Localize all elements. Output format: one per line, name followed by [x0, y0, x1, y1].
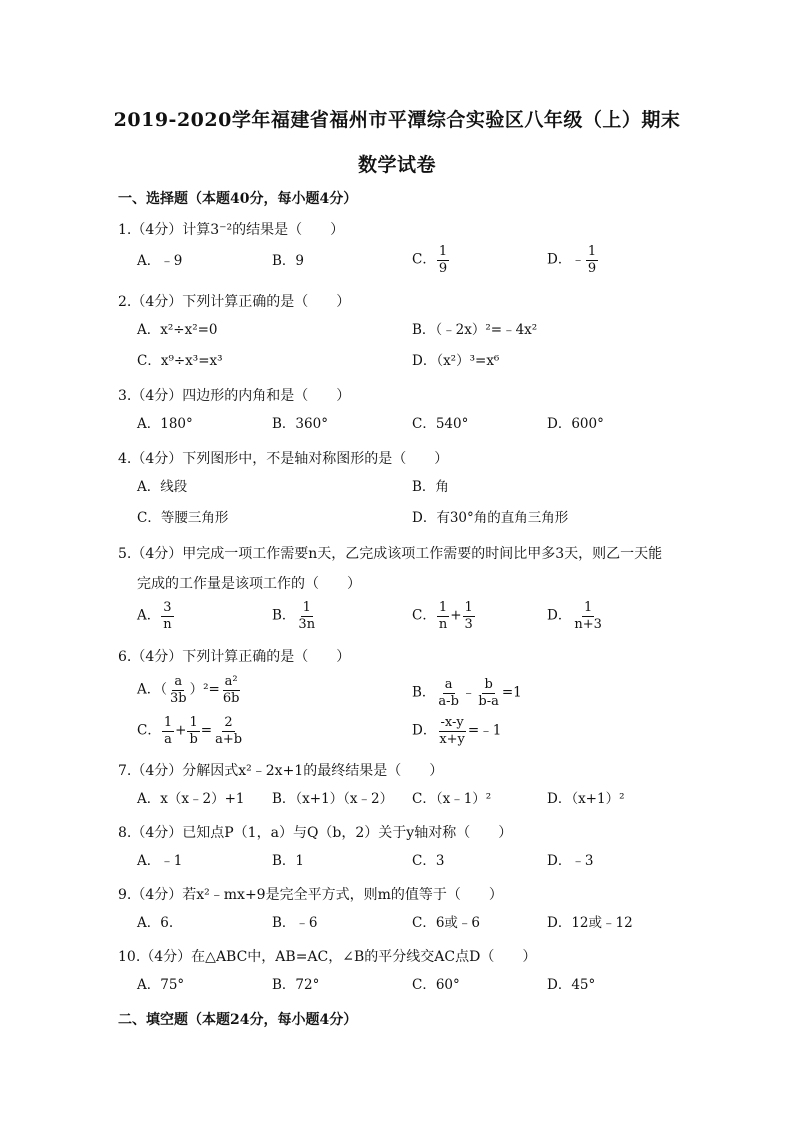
question-8-stem: 8.（4分）已知点P（1，a）与Q（b，2）关于y轴对称（ ）: [118, 825, 513, 841]
question-5-option-d: D． $\frac{1}{n+3}$: [547, 600, 602, 632]
question-7-option-a: A．x（x﹣2）+1: [137, 791, 245, 807]
question-2-option-a: A．x²÷x²=0: [137, 322, 218, 338]
question-5-option-a: A． $\frac{3}{n}$: [137, 600, 172, 632]
question-5-option-c: C． $\frac{1}{n}$ + $\frac{1}{3}$: [412, 600, 473, 632]
question-6-stem: 6.（4分）下列计算正确的是（ ）: [118, 649, 351, 665]
question-7-option-d: D．（x+1）²: [547, 791, 625, 807]
question-7-stem: 7.（4分）分解因式x²﹣2x+1的最终结果是（ ）: [118, 763, 444, 779]
question-8-option-d: D．﹣3: [547, 853, 594, 869]
question-5-option-b: B． $\frac{1}{3n}$: [272, 600, 316, 632]
question-5-stem-line2: 完成的工作量是该项工作的（ ）: [137, 576, 361, 592]
question-6-option-a: A．（ $\frac{a}{3b}$ ）²= $\frac{\text{a²}}{6b}$: [137, 674, 240, 706]
question-2-option-d: D．（x²）³=x⁶: [412, 353, 500, 369]
question-2-option-c: C．x⁹÷x³=x³: [137, 353, 223, 369]
question-10-option-a: A．75°: [137, 977, 185, 993]
question-9-stem: 9.（4分）若x²﹣mx+9是完全平方式，则m的值等于（ ）: [118, 887, 503, 903]
question-1-option-b: B．9: [272, 253, 305, 269]
question-4-option-c: C．等腰三角形: [137, 510, 229, 526]
question-1-stem: 1.（4分）计算3⁻²的结果是（ ）: [118, 222, 345, 238]
question-8-option-b: B．1: [272, 853, 305, 869]
question-7-option-b: B．（x+1）（x﹣2）: [272, 791, 394, 807]
question-10-option-b: B．72°: [272, 977, 320, 993]
question-6-option-d: D． $\frac{-x-y}{x+y}$ =﹣1: [412, 715, 502, 747]
question-1-option-c: C． $\frac{1}{9}$: [412, 244, 448, 276]
question-4-option-b: B．角: [412, 479, 449, 495]
question-1-option-a: A．﹣9: [137, 253, 183, 269]
question-10-option-c: C．60°: [412, 977, 460, 993]
question-9-option-c: C．6或﹣6: [412, 915, 481, 931]
section-heading-fill-blank: 二、填空题（本题24分，每小题4分）: [118, 1012, 358, 1028]
question-4-option-d: D．有30°角的直角三角形: [412, 510, 569, 526]
question-7-option-c: C．（x﹣1）²: [412, 791, 492, 807]
question-10-stem: 10.（4分）在△ABC中，AB=AC，∠B的平分线交AC点D（ ）: [118, 949, 537, 965]
question-4-option-a: A．线段: [137, 479, 188, 495]
question-9-option-d: D．12或﹣12: [547, 915, 633, 931]
section-heading-choice: 一、选择题（本题40分，每小题4分）: [118, 191, 358, 207]
question-6-option-c: C． $\frac{1}{a}$ + $\frac{1}{b}$ = $\frac{2}{a+b}$: [137, 715, 243, 747]
page-subtitle: 数学试卷: [357, 154, 436, 176]
question-3-option-b: B．360°: [272, 416, 328, 432]
question-9-option-a: A．6.: [137, 915, 174, 931]
question-3-stem: 3.（4分）四边形的内角和是（ ）: [118, 388, 351, 404]
question-2-option-b: B．（﹣2x）²=﹣4x²: [412, 322, 538, 338]
question-8-option-a: A．﹣1: [137, 853, 183, 869]
page-title: 2019-2020学年福建省福州市平潭综合实验区八年级（上）期末: [113, 109, 681, 131]
question-3-option-a: A．180°: [137, 416, 193, 432]
question-5-stem-line1: 5.（4分）甲完成一项工作需要n天，乙完成该项工作需要的时间比甲多3天，则乙一天能: [118, 546, 663, 562]
question-3-option-d: D．600°: [547, 416, 604, 432]
question-10-option-d: D．45°: [547, 977, 596, 993]
question-2-stem: 2.（4分）下列计算正确的是（ ）: [118, 294, 351, 310]
question-4-stem: 4.（4分）下列图形中，不是轴对称图形的是（ ）: [118, 451, 449, 467]
question-9-option-b: B．﹣6: [272, 915, 318, 931]
question-6-option-b: B． $\frac{a}{a-b}$ ﹣ $\frac{b}{b-a}$ =1: [412, 677, 522, 709]
question-1-option-d: D．﹣ $\frac{1}{9}$: [547, 244, 597, 276]
question-8-option-c: C．3: [412, 853, 445, 869]
question-3-option-c: C．540°: [412, 416, 469, 432]
